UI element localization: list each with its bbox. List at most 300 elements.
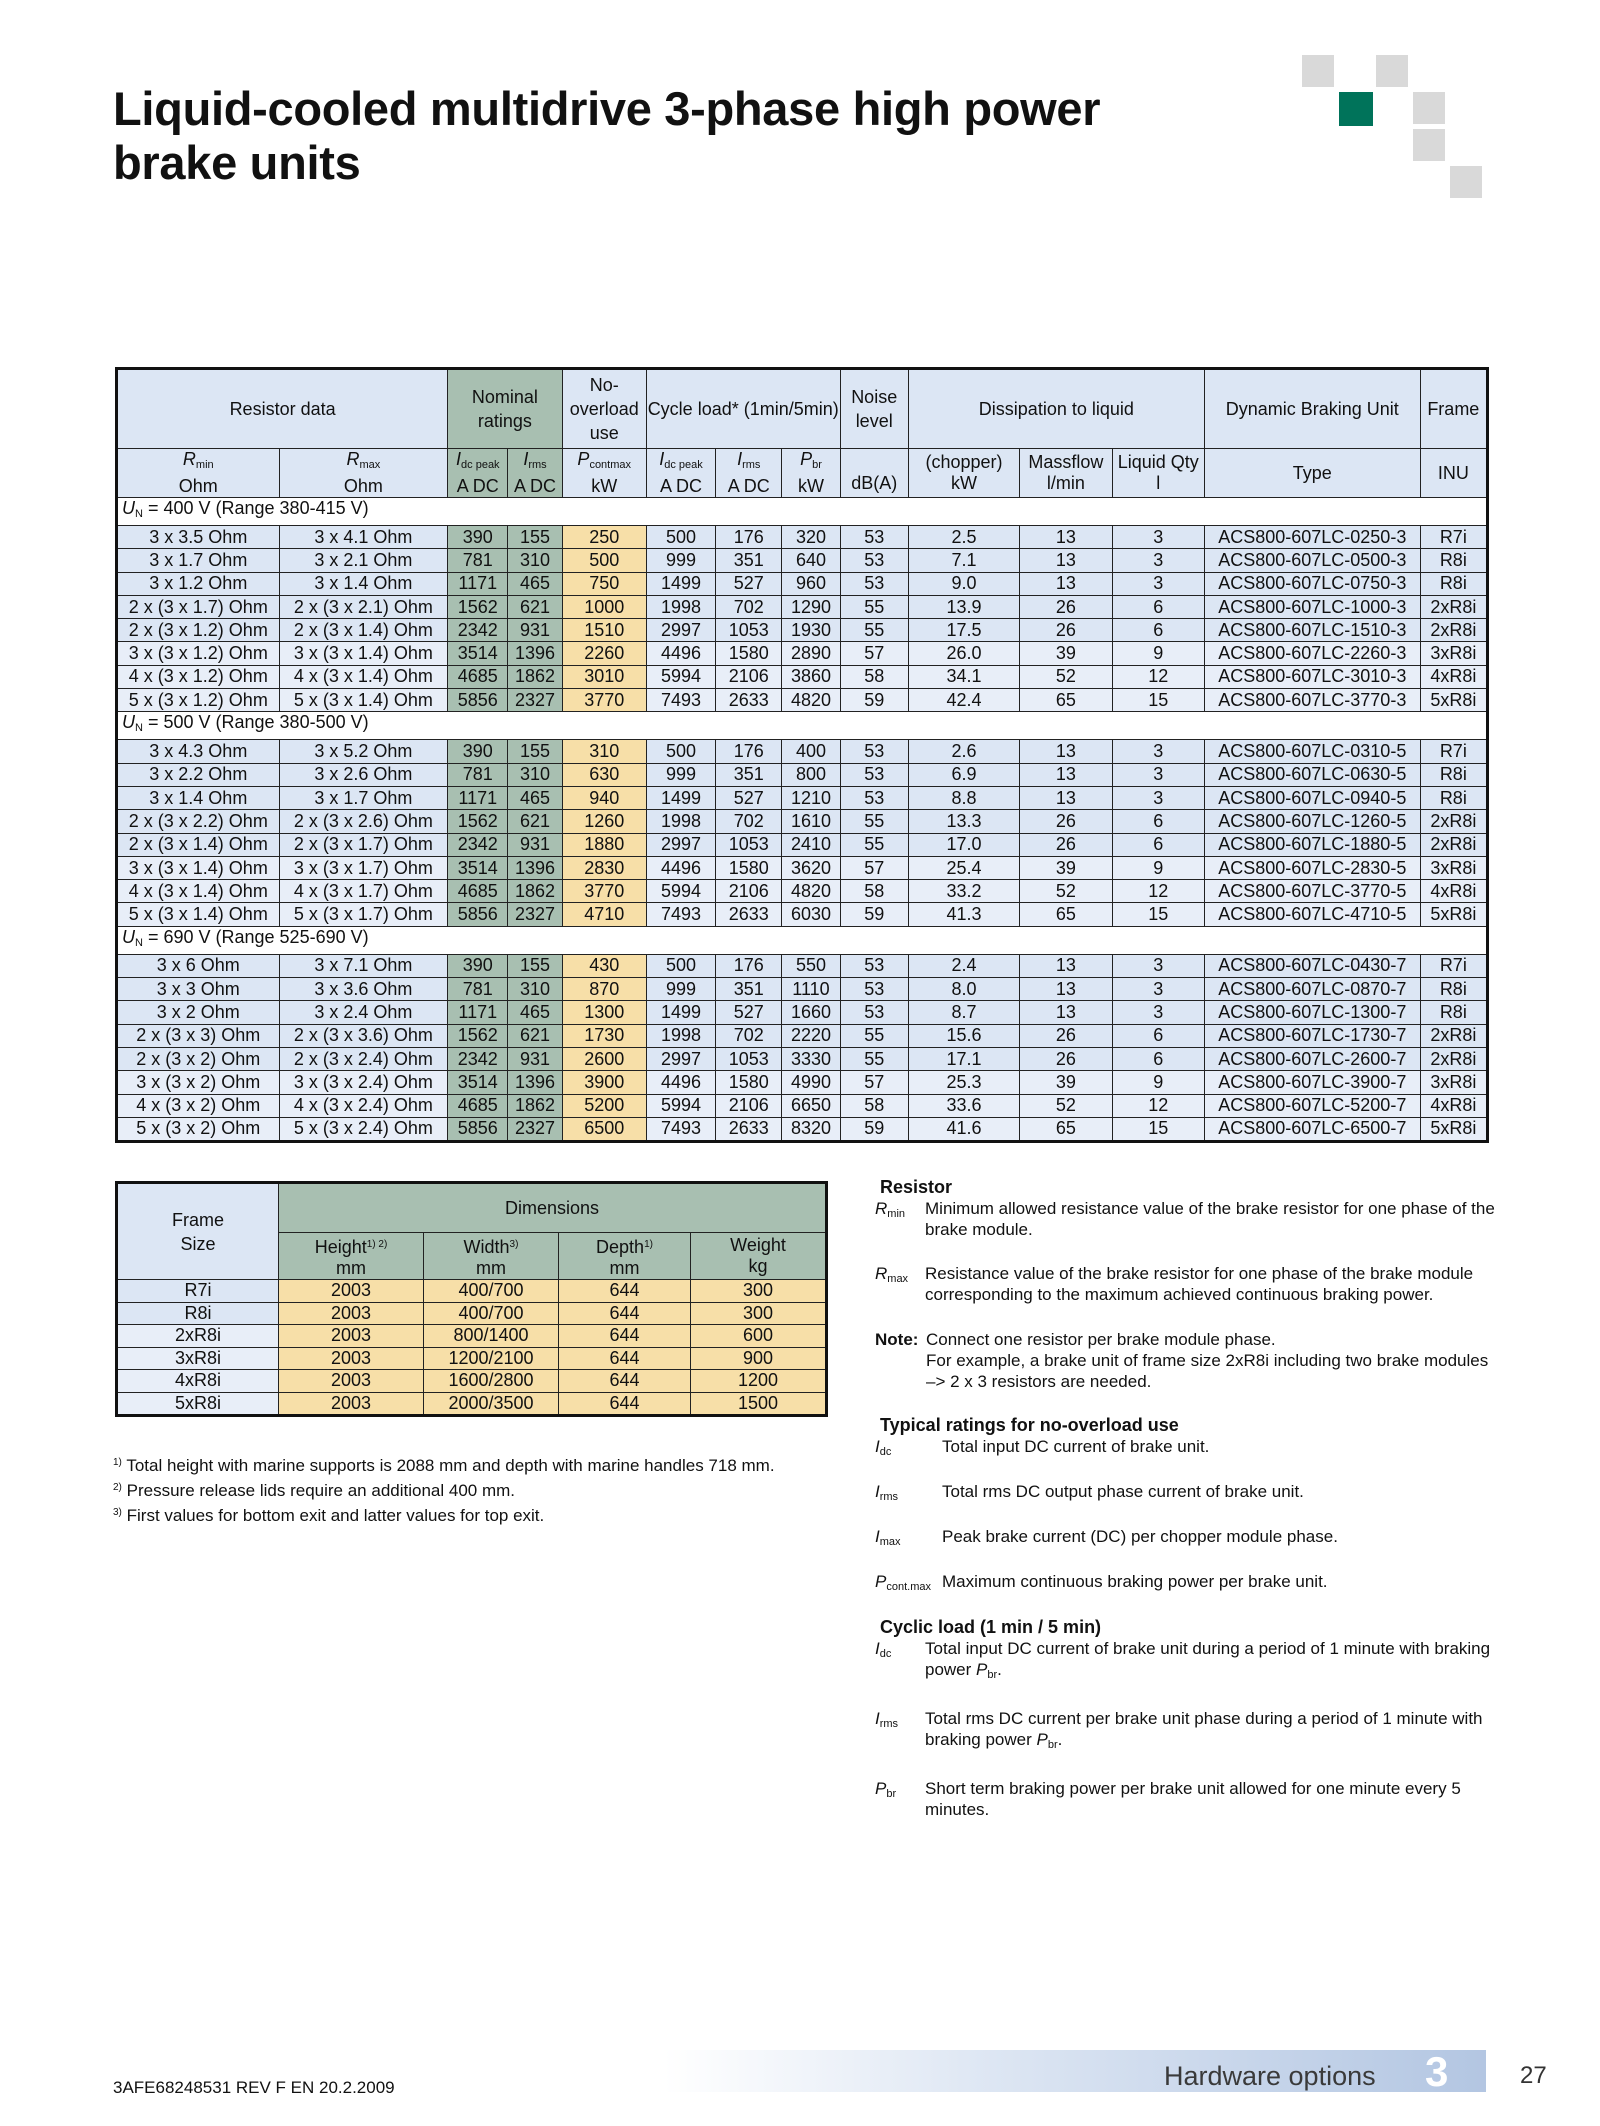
cell-rmin: 3 x 3.5 Ohm: [117, 526, 280, 549]
cell-massflow: 13: [1020, 572, 1112, 595]
cell-massflow: 13: [1020, 1001, 1112, 1024]
cell-weight: 1500: [691, 1392, 827, 1416]
cell-cycle-idc: 500: [646, 526, 715, 549]
header-massflow: Massflow l/min: [1020, 449, 1112, 498]
cell-cycle-irms: 1053: [716, 833, 782, 856]
cell-pbr: 8320: [782, 1117, 840, 1141]
cell-rmax: 4 x (3 x 1.7) Ohm: [279, 880, 448, 903]
cell-frame: 4xR8i: [1420, 1094, 1487, 1117]
document-id: 3AFE68248531 REV F EN 20.2.2009: [113, 2078, 395, 2097]
cell-pcontmax: 310: [562, 740, 646, 763]
header-cycle-idc-peak: $I_{dc peak}$ A DC: [646, 449, 715, 498]
cell-rmax: 3 x 2.6 Ohm: [279, 763, 448, 786]
cell-pbr: 3620: [782, 856, 840, 879]
cell-rmax: 2 x (3 x 2.4) Ohm: [279, 1047, 448, 1070]
cell-noise: 57: [840, 1071, 908, 1094]
cell-rmin: 2 x (3 x 3) Ohm: [117, 1024, 280, 1047]
cell-noise: 55: [840, 833, 908, 856]
header-pcontmax: $P_{contmax}$ kW: [562, 449, 646, 498]
cell-depth: 644: [559, 1302, 691, 1325]
voltage-group-label: $U_N = 690$ V (Range 525-690 V): [117, 926, 1488, 954]
table-row: [117, 1302, 827, 1325]
cell-noise: 53: [840, 526, 908, 549]
cell-cycle-irms: 702: [716, 1024, 782, 1047]
cell-noise: 53: [840, 1001, 908, 1024]
cell-rmax: 3 x 2.4 Ohm: [279, 1001, 448, 1024]
cell-cycle-irms: 1580: [716, 642, 782, 665]
cell-rmin: 3 x 1.4 Ohm: [117, 786, 280, 809]
cell-irms: 2327: [508, 689, 562, 712]
cell-chopper-kw: 6.9: [908, 763, 1019, 786]
table-row: [117, 642, 1488, 665]
cell-type: ACS800-607LC-1300-7: [1204, 1001, 1420, 1024]
header-inu: INU: [1420, 449, 1487, 498]
cell-irms: 310: [508, 549, 562, 572]
table-row: [117, 1024, 1488, 1047]
cell-liquid-qty: 12: [1112, 880, 1204, 903]
header-cycle-load: Cycle load* (1min/5min): [646, 369, 840, 449]
def-rmax: $R_{max}$ Resistance value of the brake resistor for one phase of the brake module corresponding to the maximum achieved continuous braking power.: [875, 1264, 1474, 1304]
cell-cycle-idc: 1998: [646, 595, 715, 618]
table-row: [117, 689, 1488, 712]
table-row: [117, 1347, 827, 1370]
cell-pbr: 3330: [782, 1047, 840, 1070]
cell-pcontmax: 2260: [562, 642, 646, 665]
cell-width: 2000/3500: [424, 1392, 559, 1416]
cell-cycle-irms: 2633: [716, 1117, 782, 1141]
cell-rmax: 4 x (3 x 2.4) Ohm: [279, 1094, 448, 1117]
cell-frame: R8i: [1420, 786, 1487, 809]
cell-chopper-kw: 13.3: [908, 810, 1019, 833]
cell-height: 2003: [279, 1392, 424, 1416]
table-row: [117, 833, 1488, 856]
header-noise-level: Noise level: [840, 369, 908, 449]
cell-height: 2003: [279, 1325, 424, 1348]
cell-rmax: 2 x (3 x 3.6) Ohm: [279, 1024, 448, 1047]
cell-noise: 53: [840, 786, 908, 809]
cell-chopper-kw: 17.5: [908, 619, 1019, 642]
cell-liquid-qty: 3: [1112, 526, 1204, 549]
cell-cycle-idc: 999: [646, 978, 715, 1001]
cell-idc-peak: 2342: [448, 833, 508, 856]
cell-chopper-kw: 8.7: [908, 1001, 1019, 1024]
table-row: [117, 1001, 1488, 1024]
cell-noise: 59: [840, 689, 908, 712]
table-row: [117, 595, 1488, 618]
cell-weight: 600: [691, 1325, 827, 1348]
cell-noise: 55: [840, 810, 908, 833]
cell-width: 1200/2100: [424, 1347, 559, 1370]
header-pbr: $P_{br}$ kW: [782, 449, 840, 498]
cell-idc-peak: 2342: [448, 619, 508, 642]
cell-pbr: 400: [782, 740, 840, 763]
header-no-overload: No-overload use: [562, 369, 646, 449]
cell-liquid-qty: 6: [1112, 810, 1204, 833]
cell-frame: 2xR8i: [1420, 1047, 1487, 1070]
cell-rmax: 5 x (3 x 2.4) Ohm: [279, 1117, 448, 1141]
cell-chopper-kw: 33.6: [908, 1094, 1019, 1117]
cell-cycle-irms: 2106: [716, 880, 782, 903]
cell-chopper-kw: 33.2: [908, 880, 1019, 903]
cell-pcontmax: 4710: [562, 903, 646, 926]
cell-pcontmax: 6500: [562, 1117, 646, 1141]
cell-rmin: 3 x 2 Ohm: [117, 1001, 280, 1024]
cell-pcontmax: 3770: [562, 689, 646, 712]
cell-pbr: 960: [782, 572, 840, 595]
cell-chopper-kw: 26.0: [908, 642, 1019, 665]
cell-massflow: 65: [1020, 1117, 1112, 1141]
cell-irms: 155: [508, 954, 562, 977]
cell-type: ACS800-607LC-6500-7: [1204, 1117, 1420, 1141]
cell-cycle-idc: 1998: [646, 810, 715, 833]
cell-pcontmax: 3010: [562, 665, 646, 688]
cell-massflow: 26: [1020, 595, 1112, 618]
cell-pbr: 1110: [782, 978, 840, 1001]
cell-irms: 1862: [508, 665, 562, 688]
cell-idc-peak: 390: [448, 526, 508, 549]
cell-massflow: 13: [1020, 954, 1112, 977]
cell-pcontmax: 2830: [562, 856, 646, 879]
cell-frame: 3xR8i: [1420, 856, 1487, 879]
cell-chopper-kw: 8.0: [908, 978, 1019, 1001]
cell-rmax: 3 x (3 x 2.4) Ohm: [279, 1071, 448, 1094]
table-row: [117, 1325, 827, 1348]
def-irms: $I_{rms}$ Total rms DC output phase current of brake unit.: [875, 1482, 1304, 1503]
cell-idc-peak: 3514: [448, 856, 508, 879]
cell-idc-peak: 1562: [448, 810, 508, 833]
cell-idc-peak: 1171: [448, 1001, 508, 1024]
cell-massflow: 26: [1020, 833, 1112, 856]
cell-idc-peak: 4685: [448, 1094, 508, 1117]
def-pbr: $P_{br}$ Short term braking power per brake unit allowed for one minute every 5 minutes.: [875, 1779, 1461, 1819]
cell-liquid-qty: 9: [1112, 1071, 1204, 1094]
cell-rmax: 3 x 7.1 Ohm: [279, 954, 448, 977]
cell-cycle-irms: 2106: [716, 1094, 782, 1117]
table-row: [117, 786, 1488, 809]
header-resistor-data: Resistor data: [117, 369, 448, 449]
header-weight: Weight kg: [691, 1233, 827, 1280]
cell-depth: 644: [559, 1325, 691, 1348]
header-irms: $I_{rms}$ A DC: [508, 449, 562, 498]
header-frame: Frame: [1420, 369, 1487, 449]
def-rmin: $R_{min}$ Minimum allowed resistance value of the brake resistor for one phase of the brake module.: [875, 1199, 1495, 1239]
cell-rmax: 3 x (3 x 1.7) Ohm: [279, 856, 448, 879]
cell-pbr: 320: [782, 526, 840, 549]
cell-cycle-idc: 4496: [646, 642, 715, 665]
cell-pbr: 6030: [782, 903, 840, 926]
cell-noise: 55: [840, 619, 908, 642]
cell-pbr: 1660: [782, 1001, 840, 1024]
cell-noise: 59: [840, 1117, 908, 1141]
cell-pbr: 2220: [782, 1024, 840, 1047]
cell-irms: 310: [508, 763, 562, 786]
cell-pbr: 4820: [782, 689, 840, 712]
cell-rmax: 5 x (3 x 1.7) Ohm: [279, 903, 448, 926]
cell-frame: R7i: [1420, 740, 1487, 763]
def-cyclic-idc: $I_{dc}$ Total input DC current of brake unit during a period of 1 minute with braking power $P_{br}$.: [875, 1639, 1491, 1681]
cell-cycle-irms: 176: [716, 740, 782, 763]
cell-massflow: 52: [1020, 665, 1112, 688]
cell-idc-peak: 5856: [448, 903, 508, 926]
table-row: [117, 572, 1488, 595]
cell-type: ACS800-607LC-3770-5: [1204, 880, 1420, 903]
cell-pcontmax: 500: [562, 549, 646, 572]
cell-width: 400/700: [424, 1302, 559, 1325]
cell-irms: 465: [508, 1001, 562, 1024]
cell-massflow: 39: [1020, 642, 1112, 665]
logo-green-square: [1339, 92, 1373, 126]
cell-idc-peak: 3514: [448, 642, 508, 665]
cell-pbr: 6650: [782, 1094, 840, 1117]
cell-noise: 55: [840, 1024, 908, 1047]
cell-chopper-kw: 15.6: [908, 1024, 1019, 1047]
cell-liquid-qty: 6: [1112, 1024, 1204, 1047]
cell-type: ACS800-607LC-0500-3: [1204, 549, 1420, 572]
cell-massflow: 65: [1020, 903, 1112, 926]
cell-rmax: 2 x (3 x 1.7) Ohm: [279, 833, 448, 856]
cell-idc-peak: 390: [448, 954, 508, 977]
cell-cycle-idc: 1499: [646, 786, 715, 809]
cell-rmin: 2 x (3 x 2.2) Ohm: [117, 810, 280, 833]
cell-irms: 931: [508, 833, 562, 856]
cell-type: ACS800-607LC-0310-5: [1204, 740, 1420, 763]
cell-frame: 2xR8i: [1420, 833, 1487, 856]
cell-idc-peak: 5856: [448, 1117, 508, 1141]
voltage-group-label: $U_N = 500$ V (Range 380-500 V): [117, 712, 1488, 740]
cell-cycle-idc: 7493: [646, 689, 715, 712]
cell-cycle-idc: 5994: [646, 665, 715, 688]
cell-frame-size: 4xR8i: [117, 1370, 279, 1393]
table-row: [117, 978, 1488, 1001]
cell-rmax: 3 x 1.4 Ohm: [279, 572, 448, 595]
cell-irms: 931: [508, 1047, 562, 1070]
cell-irms: 155: [508, 740, 562, 763]
cell-rmin: 5 x (3 x 2) Ohm: [117, 1117, 280, 1141]
cell-type: ACS800-607LC-1880-5: [1204, 833, 1420, 856]
cell-irms: 1862: [508, 880, 562, 903]
cell-rmin: 4 x (3 x 1.4) Ohm: [117, 880, 280, 903]
cell-pbr: 4820: [782, 880, 840, 903]
table-row: [117, 1280, 827, 1303]
cell-cycle-idc: 2997: [646, 619, 715, 642]
cell-cycle-irms: 176: [716, 954, 782, 977]
cell-pbr: 1210: [782, 786, 840, 809]
cell-cycle-idc: 7493: [646, 903, 715, 926]
cell-pcontmax: 430: [562, 954, 646, 977]
resistor-heading: Resistor: [880, 1177, 953, 1197]
page-title: Liquid-cooled multidrive 3-phase high power brake units: [113, 82, 1101, 189]
table-row: [117, 1392, 827, 1416]
cell-massflow: 13: [1020, 549, 1112, 572]
cell-width: 400/700: [424, 1280, 559, 1303]
cell-weight: 900: [691, 1347, 827, 1370]
table-row: [117, 619, 1488, 642]
cell-rmin: 3 x 3 Ohm: [117, 978, 280, 1001]
cell-idc-peak: 390: [448, 740, 508, 763]
cell-frame-size: 3xR8i: [117, 1347, 279, 1370]
cell-massflow: 52: [1020, 1094, 1112, 1117]
cell-pbr: 2890: [782, 642, 840, 665]
cell-frame: 2xR8i: [1420, 1024, 1487, 1047]
cell-irms: 2327: [508, 1117, 562, 1141]
cell-frame: 4xR8i: [1420, 880, 1487, 903]
cell-cycle-irms: 351: [716, 549, 782, 572]
cell-cycle-idc: 2997: [646, 1047, 715, 1070]
cell-cycle-irms: 176: [716, 526, 782, 549]
cell-cycle-irms: 527: [716, 572, 782, 595]
cell-rmin: 2 x (3 x 1.4) Ohm: [117, 833, 280, 856]
cell-cycle-idc: 500: [646, 954, 715, 977]
cell-massflow: 26: [1020, 619, 1112, 642]
cell-chopper-kw: 2.5: [908, 526, 1019, 549]
cell-irms: 1396: [508, 642, 562, 665]
cell-chopper-kw: 41.3: [908, 903, 1019, 926]
cell-rmax: 3 x (3 x 1.4) Ohm: [279, 642, 448, 665]
header-chopper: (chopper) kW: [908, 449, 1019, 498]
cell-frame: R8i: [1420, 763, 1487, 786]
cell-noise: 55: [840, 1047, 908, 1070]
cell-type: ACS800-607LC-4710-5: [1204, 903, 1420, 926]
cell-depth: 644: [559, 1370, 691, 1393]
cell-liquid-qty: 3: [1112, 978, 1204, 1001]
dimensions-body: [117, 1280, 827, 1416]
cell-irms: 1396: [508, 1071, 562, 1094]
cell-chopper-kw: 25.4: [908, 856, 1019, 879]
cell-pcontmax: 3900: [562, 1071, 646, 1094]
cell-chopper-kw: 41.6: [908, 1117, 1019, 1141]
cell-chopper-kw: 2.6: [908, 740, 1019, 763]
header-noise-unit: dB(A): [840, 449, 908, 498]
footnote-1: $^{1)}$ Total height with marine supports is 2088 mm and depth with marine handles 718 mm.: [113, 1456, 775, 1475]
cell-frame: 5xR8i: [1420, 689, 1487, 712]
cell-pcontmax: 5200: [562, 1094, 646, 1117]
cell-weight: 300: [691, 1302, 827, 1325]
section-number: 3: [1425, 2048, 1449, 2095]
cell-noise: 59: [840, 903, 908, 926]
cell-frame: 2xR8i: [1420, 619, 1487, 642]
cell-rmin: 4 x (3 x 1.2) Ohm: [117, 665, 280, 688]
cell-rmin: 3 x (3 x 1.2) Ohm: [117, 642, 280, 665]
table-row: [117, 763, 1488, 786]
cell-liquid-qty: 12: [1112, 665, 1204, 688]
cell-type: ACS800-607LC-1260-5: [1204, 810, 1420, 833]
cell-liquid-qty: 9: [1112, 642, 1204, 665]
cell-weight: 1200: [691, 1370, 827, 1393]
cell-cycle-idc: 1499: [646, 572, 715, 595]
cell-pcontmax: 1000: [562, 595, 646, 618]
header-width: Width$^{3)}$ mm: [424, 1233, 559, 1280]
cell-depth: 644: [559, 1280, 691, 1303]
cell-idc-peak: 781: [448, 763, 508, 786]
table-row: [117, 1047, 1488, 1070]
cell-rmin: 4 x (3 x 2) Ohm: [117, 1094, 280, 1117]
header-dissipation: Dissipation to liquid: [908, 369, 1204, 449]
cell-type: ACS800-607LC-3770-3: [1204, 689, 1420, 712]
cell-weight: 300: [691, 1280, 827, 1303]
cell-rmin: 3 x 6 Ohm: [117, 954, 280, 977]
table-row: [117, 1117, 1488, 1141]
def-idc: $I_{dc}$ Total input DC current of brake unit.: [875, 1437, 1210, 1458]
cell-frame-size: 2xR8i: [117, 1325, 279, 1348]
cell-irms: 465: [508, 786, 562, 809]
cell-rmin: 3 x 1.2 Ohm: [117, 572, 280, 595]
cell-liquid-qty: 6: [1112, 595, 1204, 618]
cell-rmin: 3 x (3 x 2) Ohm: [117, 1071, 280, 1094]
cell-idc-peak: 2342: [448, 1047, 508, 1070]
cell-cycle-idc: 1499: [646, 1001, 715, 1024]
cell-chopper-kw: 42.4: [908, 689, 1019, 712]
cell-width: 1600/2800: [424, 1370, 559, 1393]
cell-noise: 58: [840, 1094, 908, 1117]
cell-pcontmax: 1260: [562, 810, 646, 833]
cell-rmax: 2 x (3 x 2.1) Ohm: [279, 595, 448, 618]
cell-massflow: 26: [1020, 1047, 1112, 1070]
cell-type: ACS800-607LC-3900-7: [1204, 1071, 1420, 1094]
cell-frame-size: 5xR8i: [117, 1392, 279, 1416]
cell-pcontmax: 1510: [562, 619, 646, 642]
table-row: [117, 954, 1488, 977]
cell-cycle-idc: 999: [646, 549, 715, 572]
table-row: [117, 549, 1488, 572]
cell-liquid-qty: 3: [1112, 1001, 1204, 1024]
cell-pbr: 800: [782, 763, 840, 786]
cell-rmax: 2 x (3 x 1.4) Ohm: [279, 619, 448, 642]
cell-cycle-irms: 2106: [716, 665, 782, 688]
cell-cycle-idc: 5994: [646, 1094, 715, 1117]
cell-massflow: 13: [1020, 763, 1112, 786]
cell-noise: 55: [840, 595, 908, 618]
cell-rmax: 3 x 3.6 Ohm: [279, 978, 448, 1001]
def-imax: $I_{max}$ Peak brake current (DC) per chopper module phase.: [875, 1527, 1338, 1548]
cell-type: ACS800-607LC-1000-3: [1204, 595, 1420, 618]
cell-pbr: 1290: [782, 595, 840, 618]
cell-irms: 155: [508, 526, 562, 549]
section-title: Hardware options: [1164, 2061, 1376, 2091]
cell-rmin: 2 x (3 x 1.2) Ohm: [117, 619, 280, 642]
cell-rmin: 5 x (3 x 1.2) Ohm: [117, 689, 280, 712]
cell-irms: 2327: [508, 903, 562, 926]
header-type: Type: [1204, 449, 1420, 498]
definitions: [875, 1176, 1495, 1839]
cell-massflow: 13: [1020, 978, 1112, 1001]
header-height: Height$^{1) 2)}$ mm: [279, 1233, 424, 1280]
cell-idc-peak: 781: [448, 549, 508, 572]
cell-pbr: 550: [782, 954, 840, 977]
cell-massflow: 13: [1020, 740, 1112, 763]
cell-massflow: 65: [1020, 689, 1112, 712]
cell-irms: 621: [508, 810, 562, 833]
cell-liquid-qty: 3: [1112, 954, 1204, 977]
header-nominal-ratings: Nominal ratings: [448, 369, 562, 449]
brake-units-table: [115, 367, 1489, 1143]
cell-type: ACS800-607LC-3010-3: [1204, 665, 1420, 688]
cell-liquid-qty: 15: [1112, 689, 1204, 712]
cell-frame: R8i: [1420, 978, 1487, 1001]
cell-cycle-idc: 4496: [646, 1071, 715, 1094]
cell-rmax: 3 x 2.1 Ohm: [279, 549, 448, 572]
cell-pcontmax: 3770: [562, 880, 646, 903]
cell-pcontmax: 250: [562, 526, 646, 549]
cell-massflow: 39: [1020, 1071, 1112, 1094]
cell-irms: 931: [508, 619, 562, 642]
cell-chopper-kw: 25.3: [908, 1071, 1019, 1094]
cell-frame: 4xR8i: [1420, 665, 1487, 688]
cell-height: 2003: [279, 1280, 424, 1303]
table-row: [117, 810, 1488, 833]
cell-liquid-qty: 3: [1112, 572, 1204, 595]
table-row: [117, 526, 1488, 549]
cell-cycle-idc: 500: [646, 740, 715, 763]
